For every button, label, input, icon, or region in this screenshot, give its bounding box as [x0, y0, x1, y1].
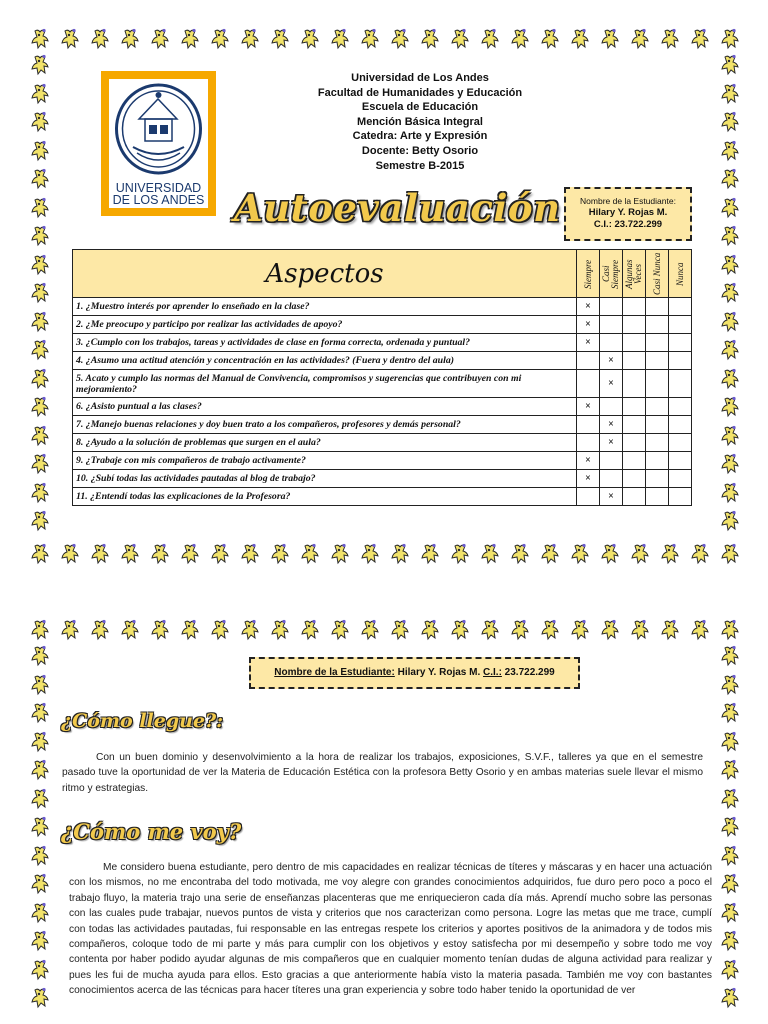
rating-cell: × [577, 334, 600, 352]
border-ornament-icon [56, 26, 86, 52]
student-ci: C.I.: 23.722.299 [593, 219, 663, 230]
border-ornament-icon [626, 26, 656, 52]
page1-right-border [716, 52, 742, 537]
rating-cell [577, 488, 600, 506]
border-ornament-icon [716, 508, 742, 537]
rating-cell [669, 452, 692, 470]
student-label: Nombre de la Estudiante: [580, 196, 676, 206]
rating-cell [623, 316, 646, 334]
border-ornament-icon [716, 166, 742, 195]
border-ornament-icon [716, 786, 742, 815]
border-ornament-icon [26, 109, 52, 138]
border-ornament-icon [716, 394, 742, 423]
table-row [73, 416, 692, 434]
border-ornament-icon [686, 26, 716, 52]
border-ornament-icon [536, 26, 566, 52]
rating-cell [669, 488, 692, 506]
border-ornament-icon [326, 541, 356, 567]
border-ornament-icon [716, 81, 742, 110]
border-ornament-icon [236, 617, 266, 643]
header-teacher: Docente: Betty Osorio [361, 144, 479, 157]
border-ornament-icon [716, 109, 742, 138]
border-ornament-icon [86, 26, 116, 52]
border-ornament-icon [536, 541, 566, 567]
rating-cell [577, 434, 600, 452]
page2-top-border [26, 617, 746, 643]
border-ornament-icon [116, 541, 146, 567]
aspect-text: 5. Acato y cumplo las normas del Manual de Convivencia, compromisos y sugerencias que contribuyen con mi mejoramiento? [73, 370, 577, 398]
border-ornament-icon [176, 26, 206, 52]
border-ornament-icon [26, 541, 56, 567]
rating-cell: × [577, 298, 600, 316]
border-ornament-icon [686, 541, 716, 567]
border-ornament-icon [206, 26, 236, 52]
border-ornament-icon [386, 26, 416, 52]
page-title: Autoevaluación [234, 186, 561, 230]
border-ornament-icon [146, 541, 176, 567]
rating-cell [646, 398, 669, 416]
border-ornament-icon [716, 195, 742, 224]
aspect-text: 10. ¿Subí todas las actividades pautadas al blog de trabajo? [73, 470, 577, 488]
border-ornament-icon [716, 729, 742, 758]
border-ornament-icon [296, 541, 326, 567]
page2-right-border [716, 643, 742, 1014]
border-ornament-icon [26, 786, 52, 815]
border-ornament-icon [26, 843, 52, 872]
border-ornament-icon [716, 814, 742, 843]
border-ornament-icon [716, 309, 742, 338]
border-ornament-icon [26, 423, 52, 452]
border-ornament-icon [416, 26, 446, 52]
rating-cell [577, 416, 600, 434]
table-row [73, 488, 692, 506]
border-ornament-icon [326, 26, 356, 52]
col-always: Siempre [577, 250, 600, 298]
border-ornament-icon [26, 814, 52, 843]
rating-cell [623, 452, 646, 470]
aspect-text: 11. ¿Entendí todas las explicaciones de la Profesora? [73, 488, 577, 506]
aspect-text: 3. ¿Cumplo con los trabajos, tareas y actividades de clase en forma correcta, ordenada y puntual? [73, 334, 577, 352]
border-ornament-icon [716, 700, 742, 729]
rating-cell: × [600, 370, 623, 398]
border-ornament-icon [386, 541, 416, 567]
rating-cell [600, 452, 623, 470]
border-ornament-icon [716, 900, 742, 929]
rating-cell [669, 298, 692, 316]
border-ornament-icon [26, 52, 52, 81]
border-ornament-icon [26, 309, 52, 338]
border-ornament-icon [26, 280, 52, 309]
table-heading: Aspectos [73, 250, 577, 298]
border-ornament-icon [356, 26, 386, 52]
rating-cell [600, 316, 623, 334]
border-ornament-icon [656, 26, 686, 52]
border-ornament-icon [716, 985, 742, 1014]
border-ornament-icon [26, 195, 52, 224]
col-never: Nunca [669, 250, 692, 298]
border-ornament-icon [146, 26, 176, 52]
border-ornament-icon [236, 26, 266, 52]
rating-cell [669, 352, 692, 370]
border-ornament-icon [266, 541, 296, 567]
border-ornament-icon [716, 672, 742, 701]
border-ornament-icon [566, 26, 596, 52]
rating-cell [646, 370, 669, 398]
section-heading-how-i-leave: ¿Cómo me voy? [61, 819, 242, 844]
border-ornament-icon [716, 757, 742, 786]
border-ornament-icon [26, 643, 52, 672]
paragraph-how-i-arrived: Con un buen dominio y desenvolvimiento a la hora de realizar los trabajos, exposiciones, S.V.F., talleres ya que en el semestre pasado tuve la oportunidad de ver la Materia de Educación Estética con la profesora Betty Osorio y en ambas materias suele llevar el mismo ritmo y estrategias. [62, 752, 703, 794]
border-ornament-icon [716, 252, 742, 281]
border-ornament-icon [26, 617, 56, 643]
border-ornament-icon [716, 337, 742, 366]
rating-cell [623, 298, 646, 316]
rating-cell: × [600, 416, 623, 434]
border-ornament-icon [626, 617, 656, 643]
border-ornament-icon [716, 480, 742, 509]
border-ornament-icon [206, 617, 236, 643]
border-ornament-icon [716, 366, 742, 395]
border-ornament-icon [116, 26, 146, 52]
page1-left-border [26, 52, 52, 537]
border-ornament-icon [26, 366, 52, 395]
rating-cell [646, 334, 669, 352]
rating-cell [669, 334, 692, 352]
rating-cell [623, 334, 646, 352]
rating-cell [646, 488, 669, 506]
border-ornament-icon [506, 617, 536, 643]
border-ornament-icon [716, 541, 746, 567]
border-ornament-icon [206, 541, 236, 567]
rating-cell: × [600, 434, 623, 452]
rating-cell [646, 416, 669, 434]
section-heading-how-i-arrived: ¿Cómo llegue?: [61, 710, 224, 732]
table-row [73, 316, 692, 334]
page1-bottom-border [26, 541, 746, 567]
aspect-text: 1. ¿Muestro interés por aprender lo enseñado en la clase? [73, 298, 577, 316]
university-logo [101, 71, 216, 216]
table-row [73, 470, 692, 488]
rating-cell [623, 370, 646, 398]
rating-cell [600, 398, 623, 416]
border-ornament-icon [416, 541, 446, 567]
rating-cell [646, 316, 669, 334]
aspect-text: 7. ¿Manejo buenas relaciones y doy buen trato a los compañeros, profesores y demás personal? [73, 416, 577, 434]
rating-cell [623, 434, 646, 452]
header-university: Universidad de Los Andes [351, 72, 489, 84]
university-seal-icon [109, 81, 208, 179]
border-ornament-icon [356, 541, 386, 567]
page2-left-border [26, 643, 52, 1014]
border-ornament-icon [26, 81, 52, 110]
rating-cell [600, 298, 623, 316]
border-ornament-icon [86, 541, 116, 567]
rating-cell [669, 434, 692, 452]
border-ornament-icon [266, 617, 296, 643]
border-ornament-icon [26, 223, 52, 252]
border-ornament-icon [476, 541, 506, 567]
border-ornament-icon [296, 617, 326, 643]
border-ornament-icon [716, 843, 742, 872]
rating-cell [600, 470, 623, 488]
table-row [73, 298, 692, 316]
rating-cell: × [600, 352, 623, 370]
border-ornament-icon [26, 757, 52, 786]
border-ornament-icon [26, 26, 56, 52]
table-row [73, 334, 692, 352]
border-ornament-icon [716, 643, 742, 672]
border-ornament-icon [626, 541, 656, 567]
ci-label-2: C.I.: [483, 667, 502, 678]
border-ornament-icon [176, 617, 206, 643]
logo-line1: UNIVERSIDAD [115, 181, 202, 195]
rating-cell [669, 370, 692, 398]
aspect-text: 6. ¿Asisto puntual a las clases? [73, 398, 577, 416]
border-ornament-icon [26, 672, 52, 701]
border-ornament-icon [176, 541, 206, 567]
table-row [73, 452, 692, 470]
rating-cell [623, 416, 646, 434]
ci-value-2: 23.722.299 [501, 667, 555, 678]
rating-cell: × [577, 470, 600, 488]
border-ornament-icon [566, 541, 596, 567]
border-ornament-icon [716, 26, 746, 52]
border-ornament-icon [146, 617, 176, 643]
border-ornament-icon [656, 617, 686, 643]
border-ornament-icon [26, 871, 52, 900]
border-ornament-icon [386, 617, 416, 643]
border-ornament-icon [26, 900, 52, 929]
border-ornament-icon [446, 617, 476, 643]
rating-cell [646, 434, 669, 452]
rating-cell [669, 316, 692, 334]
logo-line2: DE LOS ANDES [112, 193, 205, 207]
rating-cell [669, 470, 692, 488]
border-ornament-icon [26, 166, 52, 195]
border-ornament-icon [416, 617, 446, 643]
student-label-2: Nombre de la Estudiante: [274, 667, 395, 678]
border-ornament-icon [716, 138, 742, 167]
border-ornament-icon [26, 394, 52, 423]
border-ornament-icon [26, 138, 52, 167]
header-mention: Mención Básica Integral [357, 115, 483, 128]
border-ornament-icon [506, 26, 536, 52]
border-ornament-icon [26, 451, 52, 480]
border-ornament-icon [26, 700, 52, 729]
col-almost-never: Casi Nunca [646, 250, 669, 298]
border-ornament-icon [56, 541, 86, 567]
border-ornament-icon [26, 252, 52, 281]
rating-cell: × [577, 452, 600, 470]
border-ornament-icon [716, 617, 746, 643]
rating-cell [646, 352, 669, 370]
border-ornament-icon [266, 26, 296, 52]
col-almost-always: Casi Siempre [600, 250, 623, 298]
col-sometimes: Algunas Veces [623, 250, 646, 298]
student-info-box-2 [249, 657, 580, 689]
border-ornament-icon [446, 541, 476, 567]
border-ornament-icon [26, 508, 52, 537]
border-ornament-icon [596, 617, 626, 643]
rating-cell: × [600, 488, 623, 506]
border-ornament-icon [596, 26, 626, 52]
border-ornament-icon [716, 223, 742, 252]
border-ornament-icon [296, 26, 326, 52]
table-row [73, 398, 692, 416]
rating-cell: × [577, 398, 600, 416]
rating-cell [623, 352, 646, 370]
aspect-text: 4. ¿Asumo una actitud atención y concentración en las actividades? (Fuera y dentro del aula) [73, 352, 577, 370]
header-course: Catedra: Arte y Expresión [352, 130, 488, 143]
border-ornament-icon [596, 541, 626, 567]
header-school: Escuela de Educación [361, 101, 479, 114]
border-ornament-icon [716, 928, 742, 957]
aspect-text: 8. ¿Ayudo a la solución de problemas que surgen en el aula? [73, 434, 577, 452]
border-ornament-icon [86, 617, 116, 643]
border-ornament-icon [26, 337, 52, 366]
rating-cell [600, 334, 623, 352]
border-ornament-icon [26, 729, 52, 758]
rating-cell [623, 470, 646, 488]
border-ornament-icon [716, 957, 742, 986]
page1-top-border [26, 26, 746, 52]
table-row [73, 352, 692, 370]
border-ornament-icon [26, 985, 52, 1014]
border-ornament-icon [476, 26, 506, 52]
border-ornament-icon [26, 480, 52, 509]
border-ornament-icon [686, 617, 716, 643]
border-ornament-icon [446, 26, 476, 52]
border-ornament-icon [716, 423, 742, 452]
border-ornament-icon [116, 617, 146, 643]
rating-cell [669, 416, 692, 434]
rating-cell [646, 470, 669, 488]
border-ornament-icon [476, 617, 506, 643]
border-ornament-icon [566, 617, 596, 643]
student-name-2: Hilary Y. Rojas M. [394, 667, 484, 678]
rating-cell [669, 398, 692, 416]
border-ornament-icon [716, 871, 742, 900]
rating-cell [646, 452, 669, 470]
table-row [73, 370, 692, 398]
rating-cell [577, 370, 600, 398]
border-ornament-icon [716, 52, 742, 81]
aspect-text: 9. ¿Trabaje con mis compañeros de trabajo activamente? [73, 452, 577, 470]
rating-cell [623, 488, 646, 506]
rating-cell [577, 352, 600, 370]
rating-cell [646, 298, 669, 316]
border-ornament-icon [656, 541, 686, 567]
student-info-box [564, 187, 692, 241]
self-evaluation-table [72, 249, 692, 506]
border-ornament-icon [236, 541, 266, 567]
table-row [73, 434, 692, 452]
rating-cell: × [577, 316, 600, 334]
rating-cell [623, 398, 646, 416]
border-ornament-icon [716, 280, 742, 309]
student-name: Hilary Y. Rojas M. [588, 207, 668, 218]
aspect-text: 2. ¿Me preocupo y participo por realizar las actividades de apoyo? [73, 316, 577, 334]
border-ornament-icon [716, 451, 742, 480]
document-header [250, 71, 590, 173]
border-ornament-icon [356, 617, 386, 643]
header-semester: Semestre B-2015 [375, 159, 465, 172]
border-ornament-icon [26, 928, 52, 957]
border-ornament-icon [56, 617, 86, 643]
border-ornament-icon [536, 617, 566, 643]
border-ornament-icon [26, 957, 52, 986]
header-faculty: Facultad de Humanidades y Educación [317, 86, 523, 99]
border-ornament-icon [506, 541, 536, 567]
border-ornament-icon [326, 617, 356, 643]
paragraph-how-i-leave: Me considero buena estudiante, pero dentro de mis capacidades en realizar técnicas de títeres y máscaras y en hacer una actuación con los mismos, no me encontraba del todo motivada, me voy alegre con grandes conocimientos adquiridos, fue duro pero poco a poco el trabajo fluyo, la materia trajo una serie de enseñanzas placenteras que me enriquecieron cada día más. Aprendí mucho sobre las personas con las cuales pude trabajar, nuevos puntos de vista y criterios que nos caracterizan como persona. Logre las metas que me trace, cumplí con todas las actividades pautadas, fui responsable en las entregas respete los criterios y aportes positivos de la animadora y de todos mis compañeros, coloque todo de mi parte y más para cumplir con los objetivos y estoy satisfecha por mi desempeño y sobre todo me voy contenta por haber podido ayudar algunas de mis compañeros que en cualquier momento tenían dudas de alguna actividad para realizar y pues les fui de mucha ayuda para ellos. Esto gracias a que anteriormente había visto la materia pasada. También me voy con bastantes conocimientos acerca de las técnicas para hacer títeres una gran experiencia y sobre todo haber tenido la oportunidad de ver [69, 862, 712, 997]
